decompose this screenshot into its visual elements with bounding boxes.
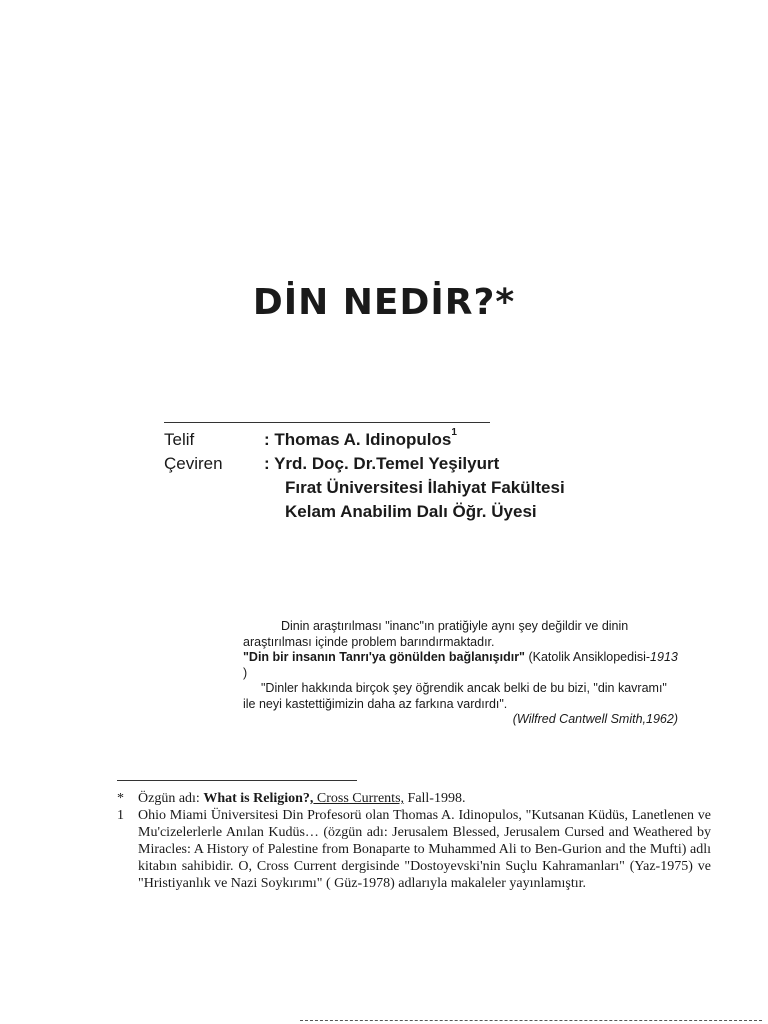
epigraph-quote-close: ) bbox=[243, 665, 248, 680]
epigraph-quote-bold: "Din bir insanın Tanrı'ya gönülden bağlanışıdır" bbox=[243, 650, 525, 664]
footnote-divider bbox=[117, 780, 357, 781]
epigraph-quote-source: (Katolik Ansiklopedisi- bbox=[524, 650, 651, 664]
author-name bbox=[264, 428, 724, 452]
credits-divider bbox=[164, 422, 490, 423]
epigraph-quote-catholic bbox=[243, 650, 678, 681]
author-name-text: : Thomas A. Idinopulos bbox=[264, 430, 452, 449]
footnote-body: Ohio Miami Üniversitesi Din Profesorü olan Thomas A. Idinopulos, "Kutsanan Küdüs, Lanetlenen ve Mu'cizelerlerle Anılan Kudüs… (özgün adı: Jerusalem Blessed, Jerusalem Cursed and Weathered by Miracles: A History of Palestine from Bonaparte to Muhammed Ali to Ben-Gurion and the Mufti) adlı kitabın sahibidir. O, Cross Current dergisinde "Dostoyevski'nin Suçlu Kahramanları" (Yaz-1975) ve "Hristiyanlık ve Nazi Soykırımı" ( Güz-1978) adlarıyla makaleler yayınlamıştır. bbox=[138, 808, 711, 891]
footnotes bbox=[117, 790, 711, 892]
page-title: DİN NEDİR?* bbox=[252, 282, 516, 323]
footnote-1 bbox=[117, 807, 711, 892]
epigraph-quote-year: 1913 bbox=[650, 650, 678, 664]
author-footnote-ref: 1 bbox=[451, 427, 457, 438]
footnote-journal: Cross Currents, bbox=[313, 791, 405, 806]
author-row bbox=[164, 428, 724, 452]
translator-row bbox=[164, 452, 724, 476]
translator-label: Çeviren bbox=[164, 454, 223, 473]
epigraph-quote-smith: "Dinler hakkında birçok şey öğrendik ancak belki de bu bizi, "din kavramı" ile neyi kastettiğimizin daha az farkına vardırdı". bbox=[243, 681, 667, 711]
footnote-issue: Fall-1998. bbox=[404, 791, 466, 806]
translator-affiliation-1: Fırat Üniversitesi İlahiyat Fakültesi bbox=[285, 478, 565, 497]
bottom-edge-line bbox=[300, 1020, 762, 1021]
footnote-original-title: What is Religion?, bbox=[203, 791, 314, 806]
translator-name: : Yrd. Doç. Dr.Temel Yeşilyurt bbox=[264, 454, 500, 473]
footnote-body bbox=[138, 790, 711, 807]
translator-affiliation-2: Kelam Anabilim Dalı Öğr. Üyesi bbox=[285, 502, 537, 521]
footnote-star bbox=[117, 790, 711, 807]
footnote-mark: 1 bbox=[117, 808, 124, 823]
footnote-mark: * bbox=[117, 791, 124, 806]
credits-block bbox=[164, 428, 724, 524]
epigraph bbox=[243, 619, 678, 728]
epigraph-paragraph-1: Dinin araştırılması "inanc"ın pratiğiyle aynı şey değildir ve dinin araştırılması içinde problem barındırmaktadır. bbox=[243, 619, 629, 649]
epigraph-attribution: (Wilfred Cantwell Smith,1962) bbox=[512, 712, 678, 726]
author-label: Telif bbox=[164, 430, 195, 449]
footnote-prefix: Özgün adı: bbox=[138, 791, 204, 806]
